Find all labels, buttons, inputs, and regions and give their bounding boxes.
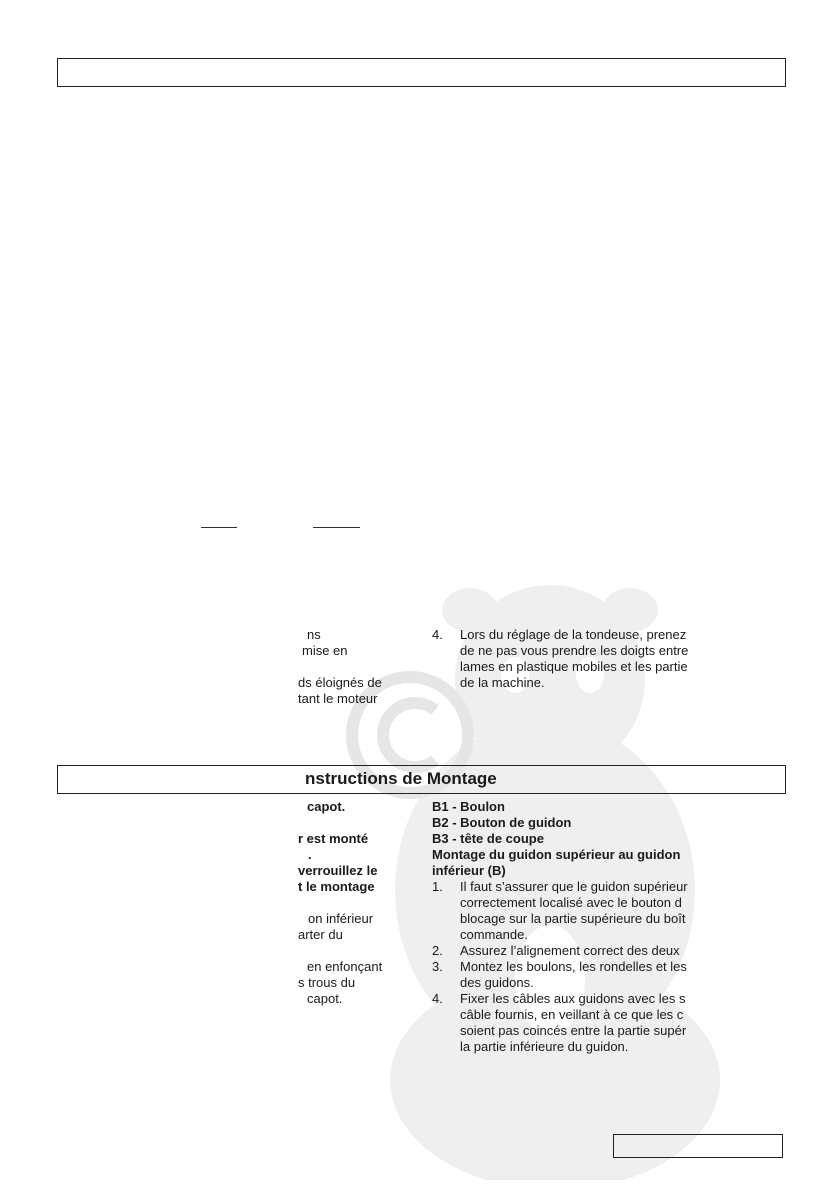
step-line: Fixer les câbles aux guidons avec les s bbox=[460, 991, 686, 1006]
step-line: Montez les boulons, les rondelles et les bbox=[460, 959, 687, 974]
item-number: 4. bbox=[432, 627, 443, 642]
step-line: soient pas coincés entre la partie supér bbox=[460, 1023, 687, 1038]
left-fragment: arter du bbox=[298, 927, 343, 942]
item-line: de la machine. bbox=[460, 675, 545, 690]
part-label: B3 - tête de coupe bbox=[432, 831, 544, 846]
left-fragment: ns bbox=[307, 627, 321, 642]
step-number: 4. bbox=[432, 991, 443, 1006]
page-number-box bbox=[613, 1134, 783, 1158]
step-line: Il faut s’assurer que le guidon supérieur bbox=[460, 879, 688, 894]
left-fragment: ds éloignés de bbox=[298, 675, 382, 690]
step-number: 1. bbox=[432, 879, 443, 894]
step-line: correctement localisé avec le bouton d bbox=[460, 895, 682, 910]
item-line: de ne pas vous prendre les doigts entre bbox=[460, 643, 689, 658]
left-fragment: tant le moteur bbox=[298, 691, 378, 706]
left-fragment: capot. bbox=[307, 799, 346, 814]
section-heading-bar bbox=[57, 765, 786, 794]
left-fragment: en enfonçant bbox=[307, 959, 383, 974]
left-fragment: verrouillez le bbox=[298, 863, 378, 878]
subheading: inférieur (B) bbox=[432, 863, 506, 878]
part-label: B2 - Bouton de guidon bbox=[432, 815, 572, 830]
left-fragment: t le montage bbox=[298, 879, 375, 894]
left-fragment: r est monté bbox=[298, 831, 369, 846]
section-title: nstructions de Montage bbox=[305, 769, 497, 788]
left-fragment: capot. bbox=[307, 991, 343, 1006]
left-fragment: on inférieur bbox=[308, 911, 374, 926]
left-fragment: s trous du bbox=[298, 975, 356, 990]
part-label: B1 - Boulon bbox=[432, 799, 505, 814]
item-line: Lors du réglage de la tondeuse, prenez bbox=[460, 627, 687, 642]
header-box bbox=[57, 58, 786, 87]
step-line: des guidons. bbox=[460, 975, 534, 990]
step-line: commande. bbox=[460, 927, 528, 942]
item-line: lames en plastique mobiles et les partie bbox=[460, 659, 688, 674]
left-fragment: mise en bbox=[302, 643, 348, 658]
step-line: la partie inférieure du guidon. bbox=[460, 1039, 629, 1054]
step-line: câble fournis, en veillant à ce que les c bbox=[460, 1007, 684, 1022]
subheading: Montage du guidon supérieur au guidon bbox=[432, 847, 681, 862]
step-line: blocage sur la partie supérieure du boît bbox=[460, 911, 686, 926]
underline-rule bbox=[313, 527, 360, 528]
step-number: 3. bbox=[432, 959, 443, 974]
step-number: 2. bbox=[432, 943, 443, 958]
step-line: Assurez l’alignement correct des deux bbox=[460, 943, 680, 958]
left-fragment: . bbox=[308, 847, 312, 862]
underline-rule bbox=[201, 527, 237, 528]
